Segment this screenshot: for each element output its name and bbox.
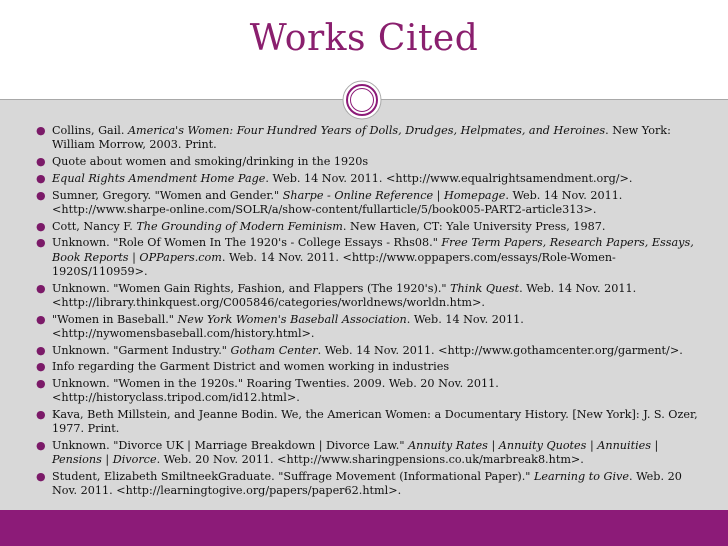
bullet-icon: ● — [36, 312, 46, 326]
bullet-icon: ● — [36, 124, 46, 137]
bullet-icon: ● — [36, 155, 46, 168]
bullet-icon: ● — [36, 343, 46, 357]
reference-item: ● Unknown. "Women Gain Rights, Fashion, and Flappers (The 1920's)." Think Quest. Web. 14 Nov. 2011. <http://library.thinkquest.org/C005846/categories/worldnews/worldn.htm>. — [36, 281, 637, 309]
bullet-icon: ● — [36, 377, 46, 391]
reference-item: ● Unknown. "Women in the 1920s." Roaring Twenties. 2009. Web. 20 Nov. 2011. <http://historyclass.tripod.com/id12.html>. — [36, 377, 499, 405]
reference-item: ● Student, Elizabeth SmiltneekGraduate. "Suffrage Movement (Informational Paper)." Learning to Give. Web. 20 Nov. 2011. <http://learningtogive.org/papers/paper62.html>. — [36, 470, 682, 498]
reference-item: ● Kava, Beth Millstein, and Jeanne Bodin. We, the American Women: a Documentary History. [New York]: J. S. Ozer, 1977. Print. — [36, 408, 698, 436]
bullet-icon: ● — [36, 171, 46, 185]
reference-item: ● Info regarding the Garment District and women working in industries — [36, 360, 450, 374]
slide-title: Works Cited — [249, 18, 479, 59]
circle-emblem-icon — [342, 80, 382, 120]
bullet-icon: ● — [36, 408, 46, 422]
reference-item: ● Quote about women and smoking/drinking in the 1920s — [36, 155, 369, 168]
reference-item: ● "Women in Baseball." New York Women's Baseball Association. Web. 14 Nov. 2011. <http://nywomensbaseball.com/history.html>. — [36, 312, 524, 340]
bullet-icon: ● — [36, 236, 46, 250]
footer-band — [0, 510, 728, 546]
bullet-icon: ● — [36, 188, 46, 202]
bullet-icon: ● — [36, 360, 46, 374]
reference-item: ● Equal Rights Amendment Home Page. Web. 14 Nov. 2011. <http://www.equalrightsamendment.org/>. — [36, 171, 633, 185]
works-cited-list — [0, 124, 728, 501]
reference-item: ● Unknown. "Garment Industry." Gotham Center. Web. 14 Nov. 2011. <http://www.gothamcenter.org/garment/>. — [36, 343, 683, 357]
reference-item: ● Unknown. "Divorce UK | Marriage Breakdown | Divorce Law." Annuity Rates | Annuity Quotes | Annuities | Pensions | Divorce. Web. 20 Nov. 2011. <http://www.sharingpensions.co.uk/marbreak8.htm>. — [36, 439, 659, 467]
reference-item: ● Unknown. "Role Of Women In The 1920's - College Essays - Rhs08." Free Term Papers, Research Papers, Essays, Book Reports | OPPapers.com. Web. 14 Nov. 2011. <http://www.oppapers.com/essays/Role-Women-1920S/110959>. — [36, 236, 694, 278]
bullet-icon: ● — [36, 439, 46, 453]
reference-item: ● Collins, Gail. America's Women: Four Hundred Years of Dolls, Drudges, Helpmates, and Heroines. New York: William Morrow, 2003. Print. — [36, 124, 671, 152]
reference-item: ● Sumner, Gregory. "Women and Gender." Sharpe - Online Reference | Homepage. Web. 14 Nov. 2011. <http://www.sharpe-online.com/SOLR/a/show-content/fullarticle/5/book005-PART2-article313>. — [36, 188, 623, 216]
bullet-icon: ● — [36, 470, 46, 484]
bullet-icon: ● — [36, 219, 46, 233]
bullet-icon: ● — [36, 281, 46, 295]
reference-item: ● Cott, Nancy F. The Grounding of Modern Feminism. New Haven, CT: Yale University Press, 1987. — [36, 219, 606, 233]
